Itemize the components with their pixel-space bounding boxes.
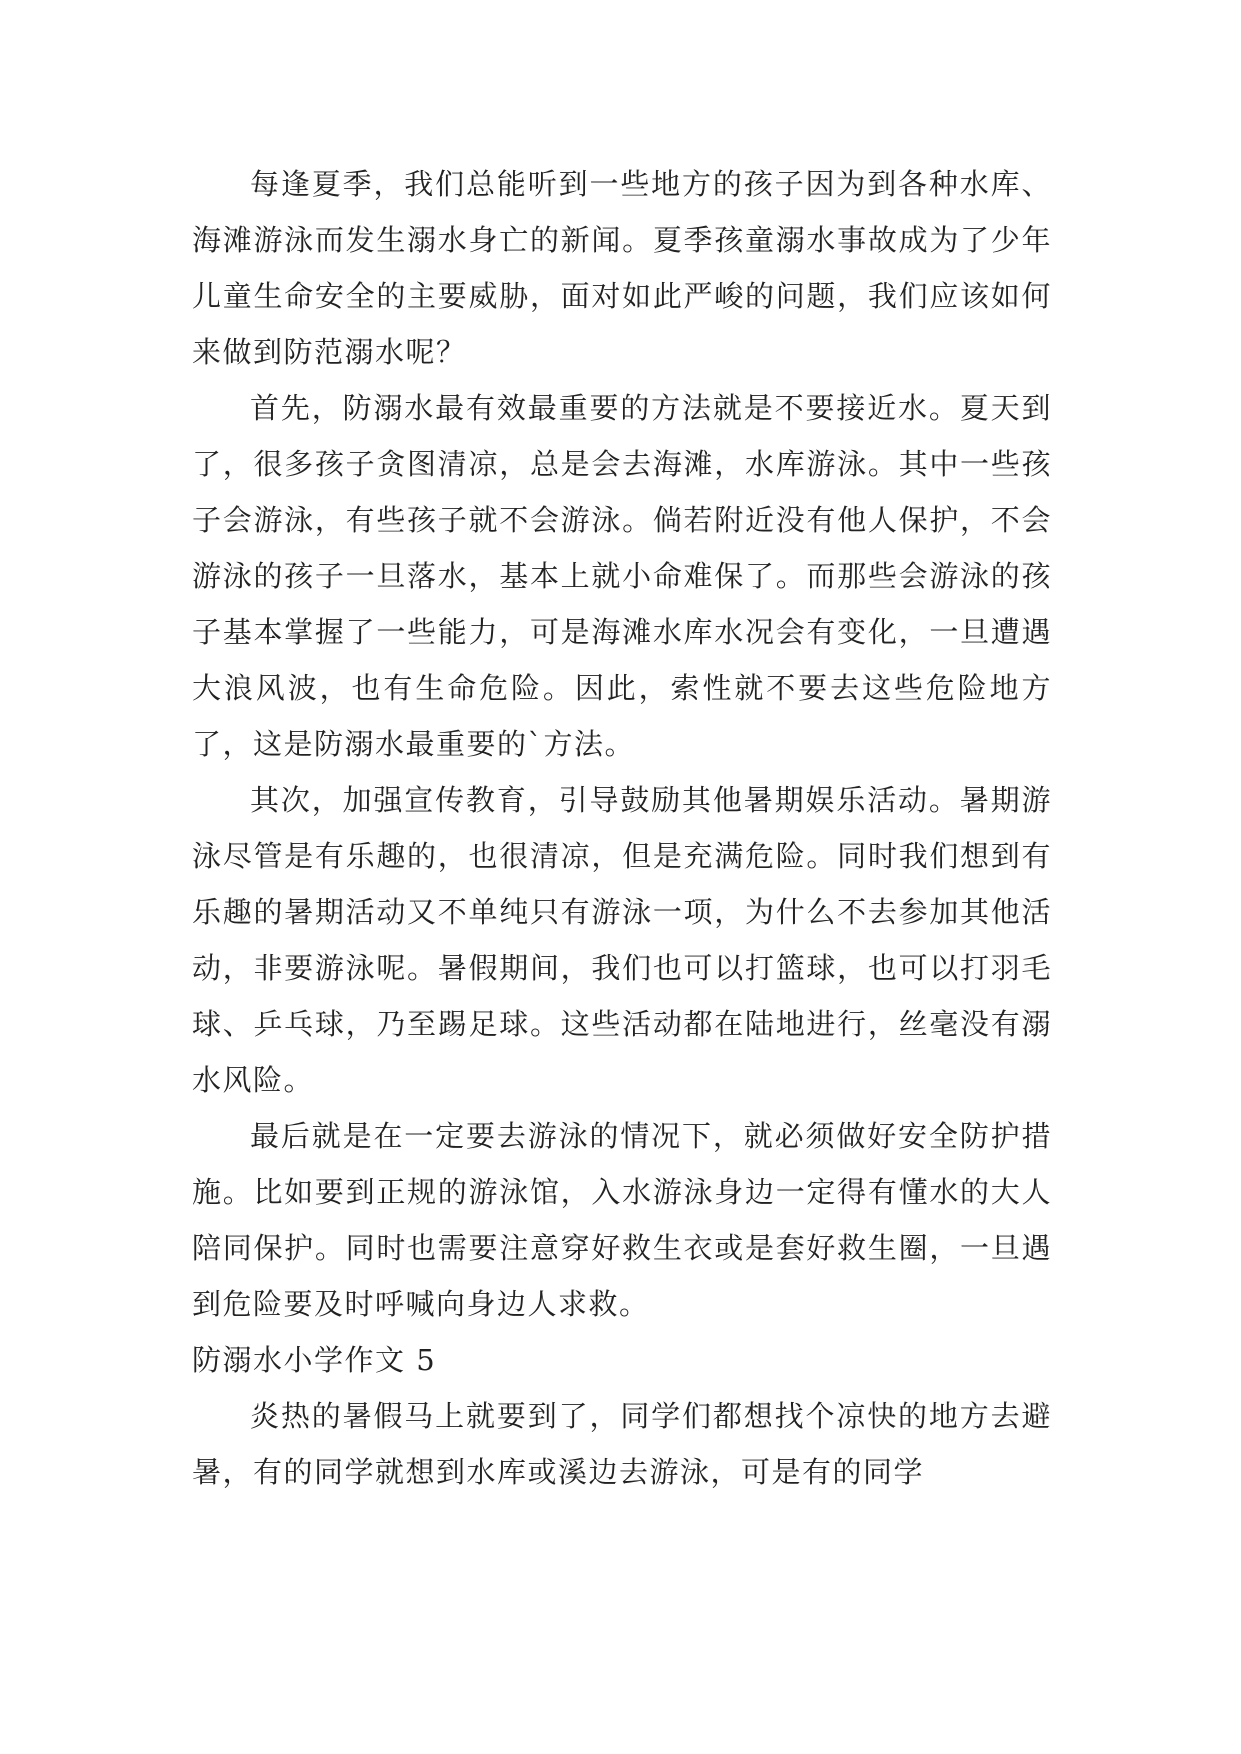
- section-title: 防溺水小学作文 5: [192, 1343, 437, 1377]
- paragraph-second: 其次，加强宣传教育，引导鼓励其他暑期娱乐活动。暑期游泳尽管是有乐趣的，也很清凉，但是充满危险。同时我们想到有乐趣的暑期活动又不单纯只有游泳一项，为什么不去参加其他活动，非要游泳呢。暑假期间，我们也可以打篮球，也可以打羽毛球、乒乓球，乃至踢足球。这些活动都在陆地进行，丝毫没有溺水风险。: [192, 783, 1052, 1097]
- paragraph-last: 最后就是在一定要去游泳的情况下，就必须做好安全防护措施。比如要到正规的游泳馆，入水游泳身边一定得有懂水的大人陪同保护。同时也需要注意穿好救生衣或是套好救生圈，一旦遇到危险要及时呼喊向身边人求救。: [192, 1119, 1052, 1321]
- section-paragraph: 炎热的暑假马上就要到了，同学们都想找个凉快的地方去避暑，有的同学就想到水库或溪边去游泳，可是有的同学: [192, 1399, 1052, 1489]
- paragraph-first: 首先，防溺水最有效最重要的方法就是不要接近水。夏天到了，很多孩子贪图清凉，总是会去海滩，水库游泳。其中一些孩子会游泳，有些孩子就不会游泳。倘若附近没有他人保护，不会游泳的孩子一旦落水，基本上就小命难保了。而那些会游泳的孩子基本掌握了一些能力，可是海滩水库水况会有变化，一旦遭遇大浪风波，也有生命危险。因此，索性就不要去这些危险地方了，这是防溺水最重要的`方法。: [192, 391, 1052, 761]
- document-body: [192, 156, 1052, 1500]
- paragraph-intro: 每逢夏季，我们总能听到一些地方的孩子因为到各种水库、海滩游泳而发生溺水身亡的新闻。夏季孩童溺水事故成为了少年儿童生命安全的主要威胁，面对如此严峻的问题，我们应该如何来做到防范溺水呢？: [192, 167, 1052, 369]
